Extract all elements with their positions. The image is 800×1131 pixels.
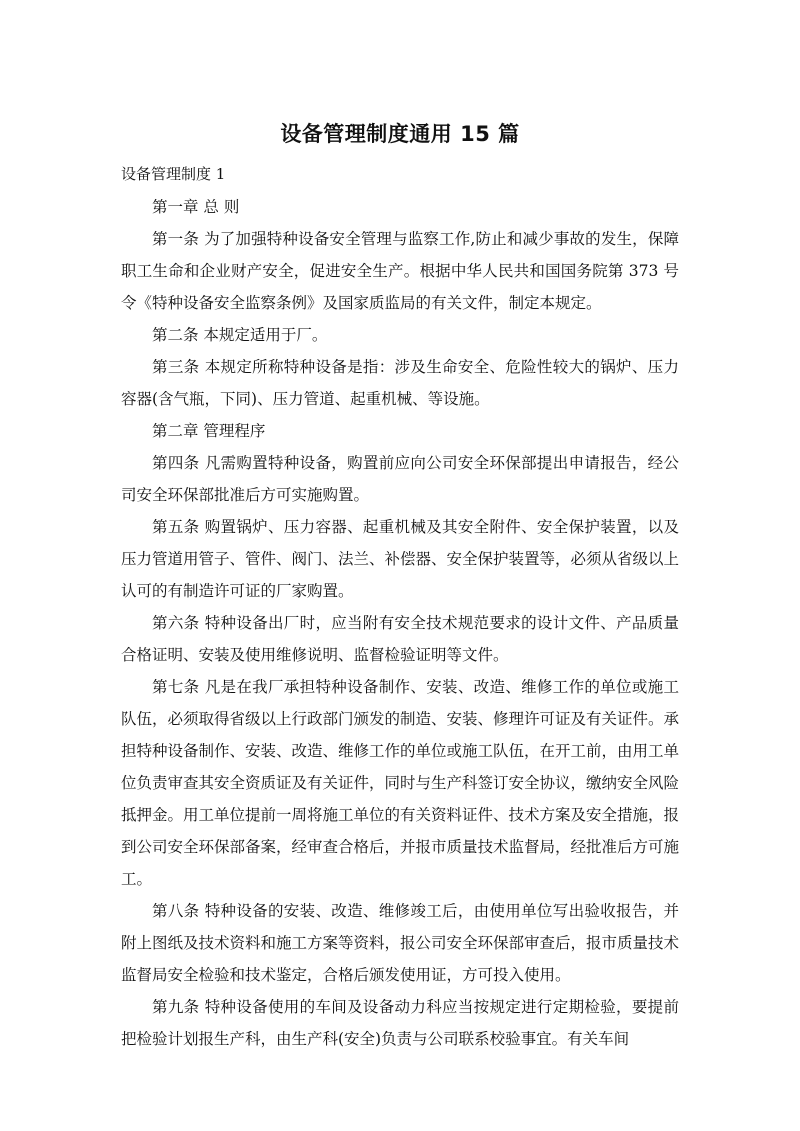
article-paragraph: 第一条 为了加强特种设备安全管理与监察工作,防止和减少事故的发生，保障职工生命和企业财产安全，促进安全生产。根据中华人民共和国国务院第 373 号令《特种设备安全监察条例》及国家质监局的有关文件，制定本规定。 <box>121 230 679 312</box>
document-title: 设备管理制度通用 15 篇 <box>280 122 520 146</box>
article-paragraph: 第三条 本规定所称特种设备是指：涉及生命安全、危险性较大的锅炉、压力容器(含气瓶，下同)、压力管道、起重机械、等设施。 <box>121 358 679 408</box>
article-paragraph: 第四条 凡需购置特种设备，购置前应向公司安全环保部提出申请报告，经公司安全环保部批准后方可实施购置。 <box>121 454 679 504</box>
article-paragraph: 第八条 特种设备的安装、改造、维修竣工后，由使用单位写出验收报告，并附上图纸及技术资料和施工方案等资料，报公司安全环保部审查后，报市质量技术监督局安全检验和技术鉴定，合格后颁发使用证，方可投入使用。 <box>121 902 680 984</box>
section-heading: 设备管理制度 1 <box>121 165 226 183</box>
article-paragraph: 第二条 本规定适用于厂。 <box>152 326 328 344</box>
chapter-heading: 第二章 管理程序 <box>152 422 266 440</box>
article-paragraph: 第九条 特种设备使用的车间及设备动力科应当按规定进行定期检验，要提前把检验计划报生产科，由生产科(安全)负责与公司联系校验事宜。有关车间 <box>121 998 679 1048</box>
article-paragraph: 第七条 凡是在我厂承担特种设备制作、安装、改造、维修工作的单位或施工队伍，必须取得省级以上行政部门颁发的制造、安装、修理许可证及有关证件。承担特种设备制作、安装、改造、维修工作的单位或施工队伍，在开工前，由用工单位负责审查其安全资质证及有关证件，同时与生产科签订安全协议，缴纳安全风险抵押金。用工单位提前一周将施工单位的有关资料证件、技术方案及安全措施，报到公司安全环保部备案，经审查合格后，并报市质量技术监督局，经批准后方可施工。 <box>121 678 680 888</box>
document-body <box>121 191 679 1055</box>
article-paragraph: 第六条 特种设备出厂时，应当附有安全技术规范要求的设计文件、产品质量合格证明、安装及使用维修说明、监督检验证明等文件。 <box>121 614 679 664</box>
chapter-heading: 第一章 总 则 <box>152 198 240 216</box>
article-paragraph: 第五条 购置锅炉、压力容器、起重机械及其安全附件、安全保护装置，以及压力管道用管子、管件、阀门、法兰、补偿器、安全保护装置等，必须从省级以上认可的有制造许可证的厂家购置。 <box>121 518 680 600</box>
